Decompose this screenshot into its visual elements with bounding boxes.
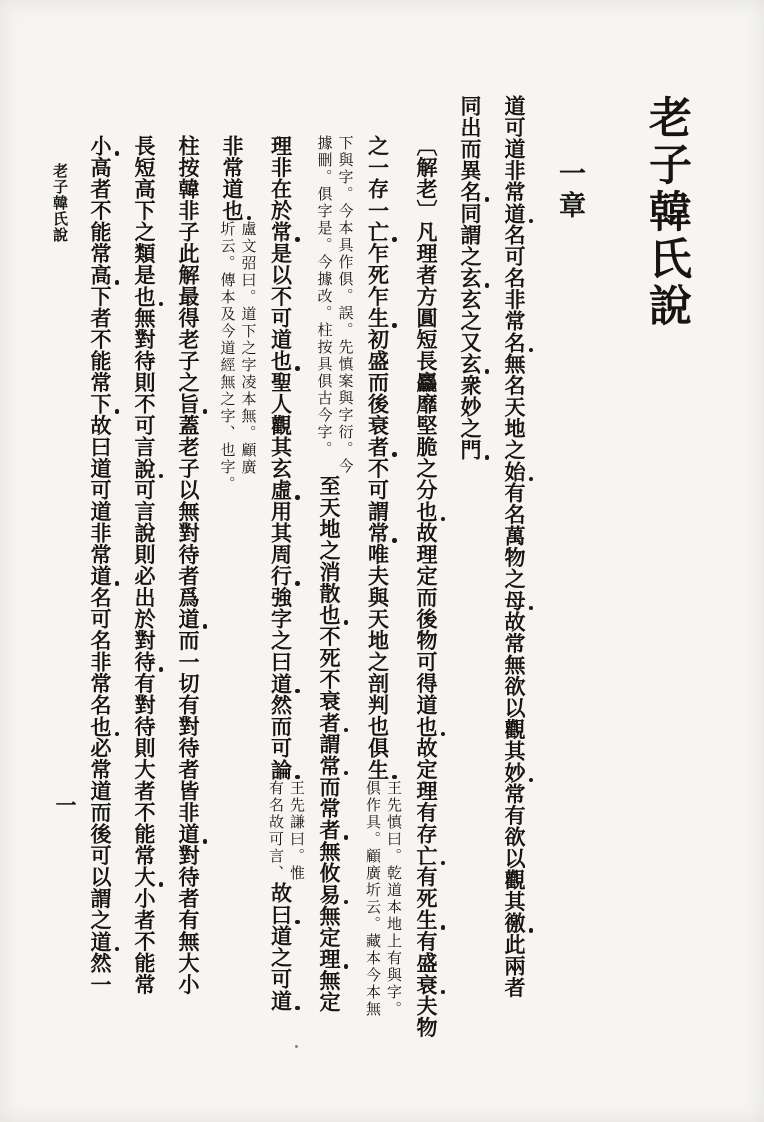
book-title: 老子韓氏說 xyxy=(642,95,692,330)
text-column: 非常道也 盧文弨曰。道下之字凌本無。顧廣 圻云。傳本及今道經無之字、也字。 xyxy=(218,135,258,493)
inline-annotation: 王先慎曰。乾道本地上有與字。 俱作具。顧廣圻云。藏本今本無 xyxy=(364,780,403,1018)
text-column: 同出而異名同謂之玄玄之又玄衆妙之門 xyxy=(458,95,483,461)
text-column: 〔解老〕凡理者方圓短長麤靡堅脆之分也故理定而後物可得道也故定理有存亡有死生有盛衰夫物 xyxy=(414,135,439,1038)
chapter-heading: 一章 xyxy=(554,159,585,223)
text-column: 道可道非常道名可名非常名無名天地之始有名萬物之母故常無欲以觀其妙常有欲以觀其徼此兩者 xyxy=(502,95,527,998)
inline-annotation: 王先謙曰。惟 有名故可言、 xyxy=(267,780,306,882)
text-column: 柱按韓非子此解最得老子之旨蓋老子以無對待者爲道而一切有對待者皆非道對待者有無大小 xyxy=(176,135,201,995)
text-column: 下與字。今本具作俱。誤。先慎案與字衍。今 據刪。俱字是。今據改。柱按具俱古今字。 至天地之消散也不死不衰者謂常而常者無攸易無定理無定 xyxy=(315,135,355,1013)
running-title: 老子韓氏說 xyxy=(51,163,69,243)
text-column: 理非在於常是以不可道也聖人觀其玄虛用其周行強字之曰道然而可論 王先謙曰。惟 有名故可言、 故曰道之可道 xyxy=(267,135,306,1011)
scan-speck xyxy=(295,1045,298,1048)
text-column: 小高者不能常高下者不能常下故曰道可道非常道名可名非常名也必常道而後可以謂之道然一 xyxy=(88,135,113,995)
text-column: 之一存一亡乍死乍生初盛而後衰者不可謂常唯夫與天地之剖判也俱生 王先慎曰。乾道本地上有與字。 俱作具。顧廣圻云。藏本今本無 xyxy=(364,135,403,1018)
text-column: 長短高下之類是也無對待則不可言說可言說則必出於對待有對待則大者不能常大小者不能常 xyxy=(132,135,157,995)
inline-annotation: 盧文弨曰。道下之字凌本無。顧廣 圻云。傳本及今道經無之字、也字。 xyxy=(218,221,258,493)
page-number: 一 xyxy=(53,794,78,815)
inline-annotation: 下與字。今本具作俱。誤。先慎案與字衍。今 據刪。俱字是。今據改。柱按具俱古今字。 xyxy=(315,135,355,475)
